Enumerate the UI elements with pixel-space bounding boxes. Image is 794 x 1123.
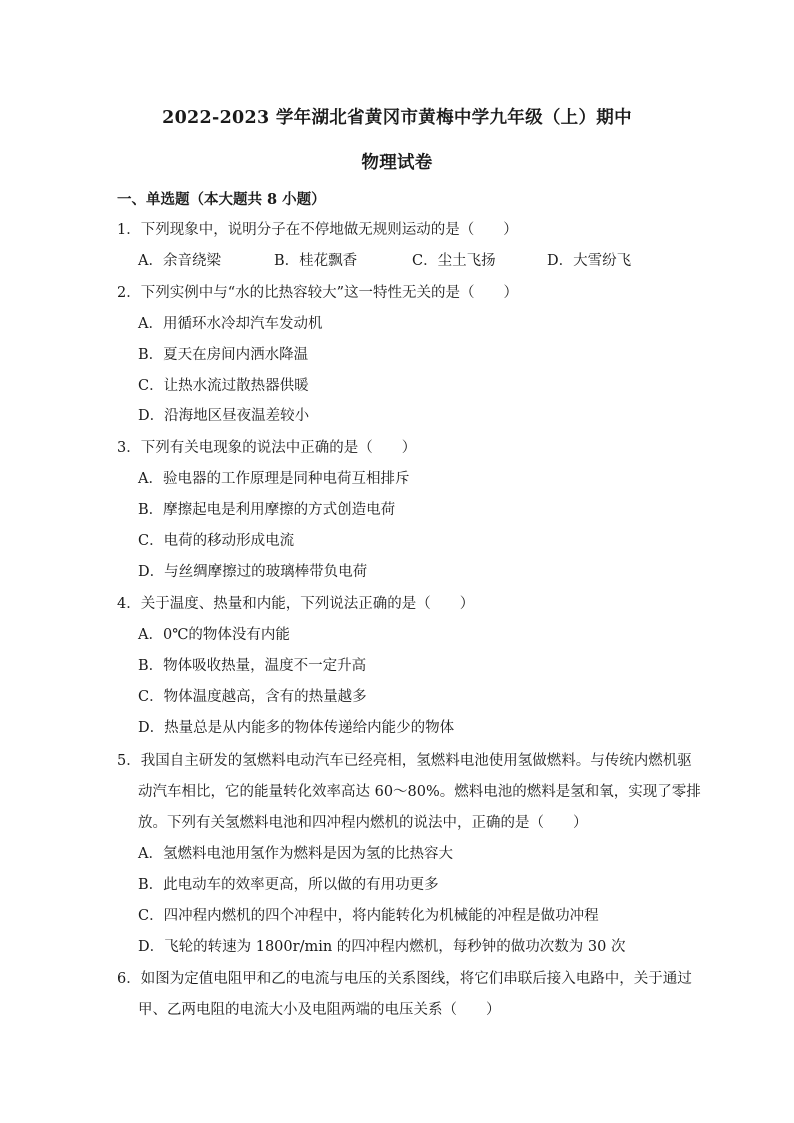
option-b: B．夏天在房间内洒水降温	[138, 347, 309, 363]
option-b: B．桂花飘香	[274, 253, 358, 269]
exam-subtitle: 物理试卷	[361, 153, 433, 173]
option-d: D．飞轮的转速为 1800r/min 的四冲程内燃机，每秒钟的做功次数为 30 次	[138, 939, 626, 955]
question-4-stem: 4．关于温度、热量和内能，下列说法正确的是（ ）	[117, 596, 475, 612]
option-c: C．电荷的移动形成电流	[138, 533, 295, 549]
option-d: D．与丝绸摩擦过的玻璃棒带负电荷	[138, 564, 368, 580]
option-a: A．0℃的物体没有内能	[138, 627, 290, 643]
question-5-stem-line-1: 5．我国自主研发的氢燃料电动汽车已经亮相，氢燃料电池使用氢做燃料。与传统内燃机驱	[117, 753, 692, 769]
exam-title: 2022-2023 学年湖北省黄冈市黄梅中学九年级（上）期中	[162, 108, 632, 128]
option-b: B．摩擦起电是利用摩擦的方式创造电荷	[138, 502, 396, 518]
question-6-stem-line-2: 甲、乙两电阻的电流大小及电阻两端的电压关系（ ）	[138, 1002, 501, 1018]
option-c: C．物体温度越高，含有的热量越多	[138, 689, 367, 705]
option-c: C．四冲程内燃机的四个冲程中，将内能转化为机械能的冲程是做功冲程	[138, 908, 599, 924]
question-1-stem: 1．下列现象中，说明分子在不停地做无规则运动的是（ ）	[117, 222, 518, 238]
question-2-stem: 2．下列实例中与“水的比热容较大”这一特性无关的是（ ）	[117, 285, 519, 301]
question-5-stem-line-2: 动汽车相比，它的能量转化效率高达 60～80%。燃料电池的燃料是氢和氧，实现了零排	[138, 784, 701, 800]
question-3-stem: 3．下列有关电现象的说法中正确的是（ ）	[117, 440, 417, 456]
option-a: A．验电器的工作原理是同种电荷互相排斥	[138, 471, 410, 487]
question-6-stem-line-1: 6．如图为定值电阻甲和乙的电流与电压的关系图线，将它们串联后接入电路中，关于通过	[117, 971, 692, 987]
option-d: D．热量总是从内能多的物体传递给内能少的物体	[138, 720, 455, 736]
option-d: D．大雪纷飞	[547, 253, 632, 269]
section-heading: 一、单选题（本大题共 8 小题）	[117, 191, 326, 208]
option-a: A．余音绕梁	[138, 253, 221, 269]
option-b: B．此电动车的效率更高，所以做的有用功更多	[138, 877, 439, 893]
question-5-stem-line-3: 放。下列有关氢燃料电池和四冲程内燃机的说法中，正确的是（ ）	[138, 815, 588, 831]
option-b: B．物体吸收热量，温度不一定升高	[138, 658, 367, 674]
option-c: C．尘土飞扬	[412, 253, 496, 269]
option-a: A．氢燃料电池用氢作为燃料是因为氢的比热容大	[138, 846, 453, 862]
option-c: C．让热水流过散热器供暖	[138, 378, 309, 394]
option-d: D．沿海地区昼夜温差较小	[138, 408, 310, 424]
option-a: A．用循环水冷却汽车发动机	[138, 316, 323, 332]
